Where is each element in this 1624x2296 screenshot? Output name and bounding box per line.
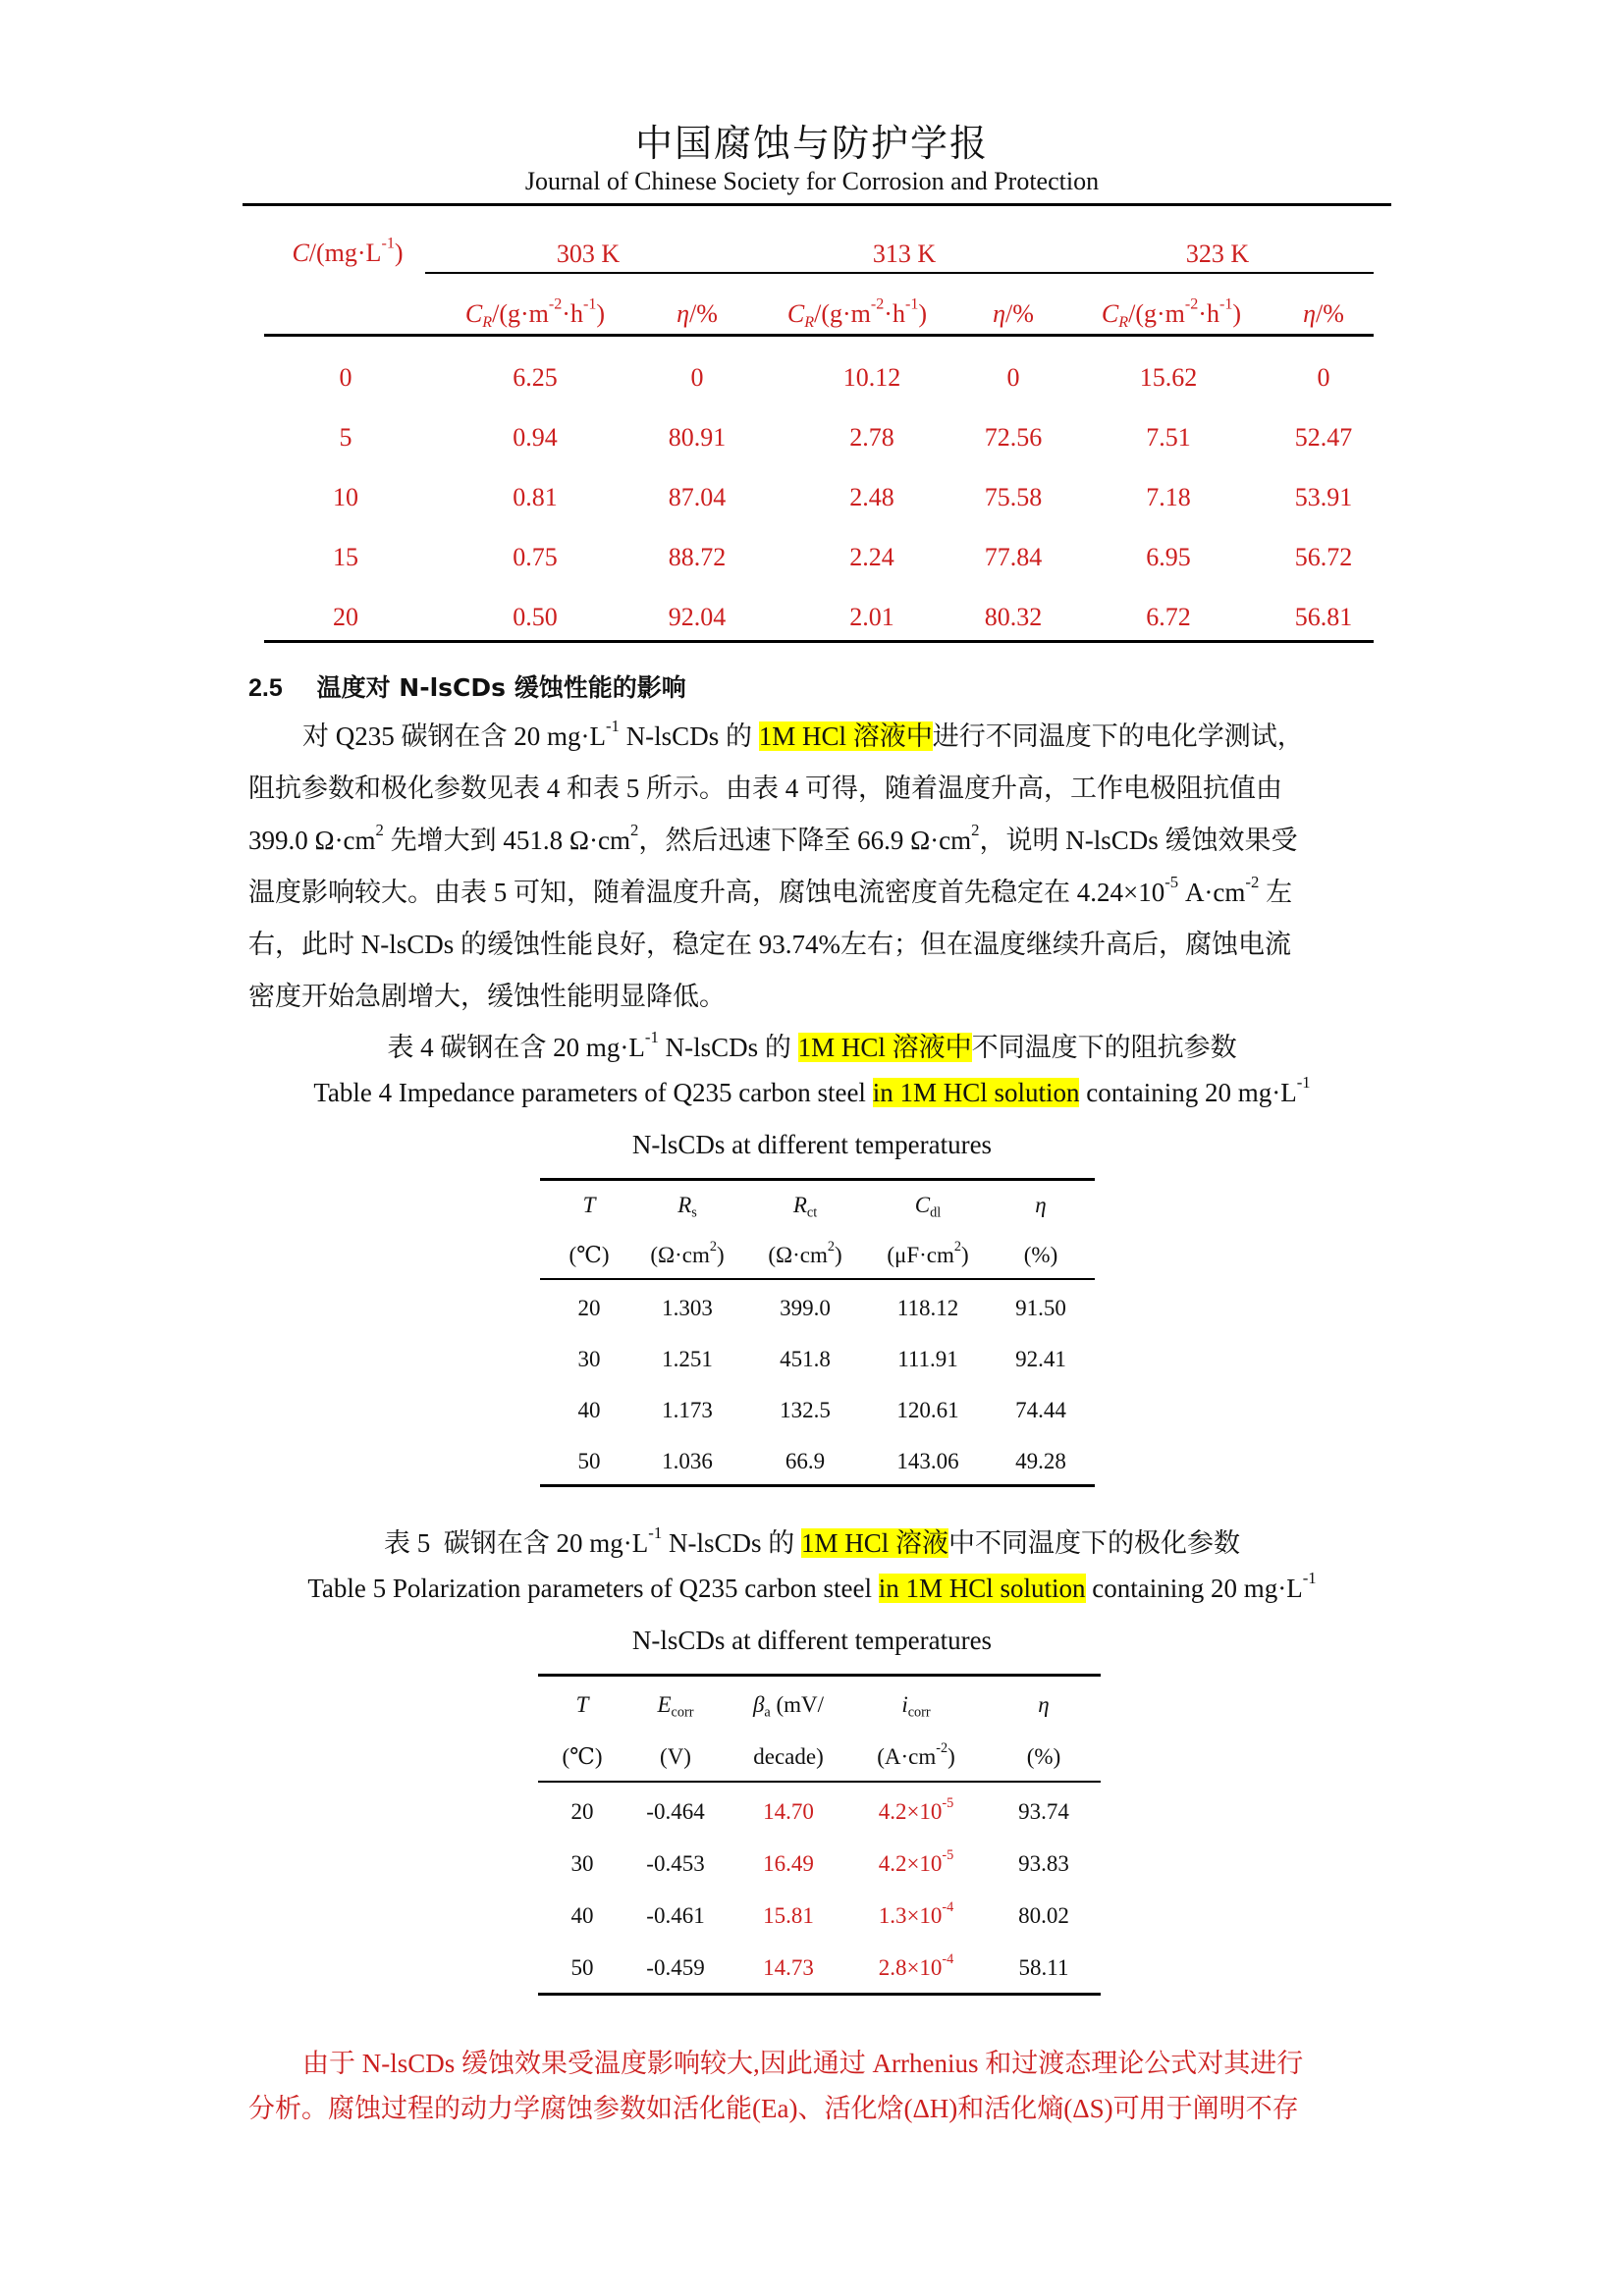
t4-top-rule xyxy=(540,1178,1095,1181)
t3-r3-c4: 77.84 xyxy=(984,543,1043,571)
t5-r3-c2: 14.73 xyxy=(763,1955,814,1980)
t5-r1-c3: $4.2\times 10^{-5}$ xyxy=(878,1846,954,1876)
closing-line-1: 由于 N-lsCDs 缓蚀效果受温度影响较大,因此通过 Arrhenius 和过渡态理论公式对其进行 xyxy=(302,2049,1304,2078)
t5-mid-rule xyxy=(538,1781,1101,1783)
t5-u-icorr: $(A\cdot cm^{-2})$ xyxy=(877,1739,955,1769)
eta-header-323: η/% xyxy=(1303,299,1344,328)
t4-u-T: (℃) xyxy=(568,1243,610,1267)
t3-r0-c2: 0 xyxy=(690,363,704,392)
t3-r1-c4: 72.56 xyxy=(984,423,1043,452)
t4-r0-c1: 1.303 xyxy=(662,1296,713,1320)
t3-r2-c3: 2.48 xyxy=(849,483,894,511)
eta-header-303: η/% xyxy=(677,299,718,328)
para-line-5: 右，此时 N-lsCDs 的缓蚀性能良好，稳定在 93.74%左右；但在温度继续升高后，腐蚀电流 xyxy=(248,930,1292,959)
t4-u-Rct: $(\Omega\cdot cm^2)$ xyxy=(768,1238,842,1267)
temp-header-313: 313 K xyxy=(872,240,937,268)
t4-h-eta: η xyxy=(1035,1193,1047,1217)
t4-r1-c1: 1.251 xyxy=(662,1347,713,1371)
t4-h-Rct: $R_{ct}$ xyxy=(792,1193,818,1221)
t3-r0-c0: 0 xyxy=(339,363,352,392)
t5-r0-c4: 93.74 xyxy=(1018,1799,1069,1824)
t4-mid-rule xyxy=(540,1278,1095,1280)
para-line-3: 399.0 $\Omega\cdot cm^2$ 先增大到 451.8 $\Omega\cdot cm^2$，然后迅速下降至 66.9 $\Omega\cdot cm^2$，说明 N-lsCDs 缓蚀效果受 xyxy=(248,820,1298,855)
t3-r2-c6: 53.91 xyxy=(1294,483,1353,511)
t4-u-Cdl: $(\mu F\cdot cm^2)$ xyxy=(887,1238,969,1267)
t4-u-eta: (%) xyxy=(1023,1243,1058,1267)
t4-r2-c2: 132.5 xyxy=(780,1398,831,1422)
para-line-2: 阻抗参数和极化参数见表 4 和表 5 所示。由表 4 可得，随着温度升高，工作电极阻抗值由 xyxy=(248,774,1282,803)
t3-r3-c1: 0.75 xyxy=(513,543,558,571)
column-header-rule xyxy=(264,334,1374,337)
t4-bottom-rule xyxy=(540,1484,1095,1487)
t5-r3-c0: 50 xyxy=(570,1955,594,1980)
table5-caption-cn: 表 5 碳钢在含 20 $mg\cdot L^{-1}$ N-lsCDs 的 1M HCl 溶液中不同温度下的极化参数 xyxy=(384,1522,1240,1558)
t3-r1-c1: 0.94 xyxy=(513,423,558,452)
table4-caption-en-2: N-lsCDs at different temperatures xyxy=(631,1130,993,1159)
t5-r3-c4: 58.11 xyxy=(1018,1955,1069,1980)
t3-r0-c3: 10.12 xyxy=(842,363,901,392)
cr-header-303: $C_R/(g\cdot m^{-2}\cdot h^{-1})$ xyxy=(464,295,606,331)
t5-h-Ecorr: $E_{corr}$ xyxy=(657,1692,694,1721)
journal-title-cn: 中国腐蚀与防护学报 xyxy=(634,124,989,165)
t5-h-icorr: $i_{corr}$ xyxy=(901,1692,931,1721)
table4-caption-cn: 表 4 碳钢在含 20 $mg\cdot L^{-1}$ N-lsCDs 的 1M HCl 溶液中不同温度下的阻抗参数 xyxy=(387,1027,1237,1062)
t4-r0-c3: 118.12 xyxy=(896,1296,959,1320)
t5-r0-c1: -0.464 xyxy=(646,1799,705,1824)
t3-r0-c6: 0 xyxy=(1317,363,1330,392)
t3-r4-c0: 20 xyxy=(333,603,358,631)
journal-title-en: Journal of Chinese Society for Corrosion and Protection xyxy=(524,167,1100,195)
t3-r0-c1: 6.25 xyxy=(513,363,558,392)
t5-r0-c3: $4.2\times 10^{-5}$ xyxy=(878,1794,954,1824)
t4-r0-c2: 399.0 xyxy=(780,1296,831,1320)
temp-header-underline xyxy=(425,272,1374,274)
t3-r1-c2: 80.91 xyxy=(668,423,727,452)
t4-r3-c2: 66.9 xyxy=(785,1449,826,1473)
t3-r3-c2: 88.72 xyxy=(668,543,727,571)
t3-r4-c6: 56.81 xyxy=(1294,603,1353,631)
t4-h-Cdl: $C_{dl}$ xyxy=(914,1193,942,1221)
t5-r3-c3: $2.8\times 10^{-4}$ xyxy=(878,1950,954,1980)
temp-header-303: 303 K xyxy=(556,240,621,268)
t5-r1-c0: 30 xyxy=(570,1851,594,1876)
t3-r2-c2: 87.04 xyxy=(668,483,727,511)
t4-r1-c2: 451.8 xyxy=(780,1347,831,1371)
t4-r3-c4: 49.28 xyxy=(1015,1449,1066,1473)
para-line-1: 对 Q235 碳钢在含 20 $mg\cdot L^{-1}$ N-lsCDs 的 1M HCl 溶液中进行不同温度下的电化学测试， xyxy=(302,716,1304,751)
temp-header-323: 323 K xyxy=(1185,240,1250,268)
t3-r4-c4: 80.32 xyxy=(984,603,1043,631)
cr-header-323: $C_R/(g\cdot m^{-2}\cdot h^{-1})$ xyxy=(1101,295,1242,331)
t5-r2-c4: 80.02 xyxy=(1018,1903,1069,1928)
t3-r4-c5: 6.72 xyxy=(1146,603,1191,631)
t5-r1-c4: 93.83 xyxy=(1018,1851,1069,1876)
section-number: 2.5 xyxy=(248,674,283,702)
impedance-table xyxy=(540,1173,1095,1497)
t5-u-T: (℃) xyxy=(562,1744,603,1769)
table4-caption-en: Table 4 Impedance parameters of Q235 carbon steel in 1M HCl solution containing 20 $mg\cdot L^{-1}$ xyxy=(313,1072,1311,1107)
table-bottom-rule xyxy=(264,640,1374,643)
t3-r0-c4: 0 xyxy=(1006,363,1020,392)
t3-r4-c3: 2.01 xyxy=(849,603,894,631)
t4-r1-c3: 111.91 xyxy=(897,1347,958,1371)
t4-r2-c3: 120.61 xyxy=(896,1398,959,1422)
t4-r1-c4: 92.41 xyxy=(1015,1347,1066,1371)
t5-h-beta: $\beta_a$ (mV/ xyxy=(752,1692,825,1721)
section-heading xyxy=(248,668,686,704)
t5-r2-c1: -0.461 xyxy=(646,1903,705,1928)
cr-header-313: $C_R/(g\cdot m^{-2}\cdot h^{-1})$ xyxy=(786,295,928,331)
t5-r3-c1: -0.459 xyxy=(646,1955,705,1980)
para-line-4: 温度影响较大。由表 5 可知，随着温度升高，腐蚀电流密度首先稳定在 $4.24\times 10^{-5}$ $A\cdot cm^{-2}$ 左 xyxy=(248,872,1293,907)
t3-r2-c1: 0.81 xyxy=(513,483,558,511)
t5-h-T: T xyxy=(575,1692,589,1717)
conc-header: $C/(mg\cdot L^{-1})$ xyxy=(292,235,404,267)
t4-h-T: T xyxy=(582,1193,596,1217)
t4-h-Rs: $R_s$ xyxy=(677,1193,697,1221)
table5-caption-en-2: N-lsCDs at different temperatures xyxy=(631,1626,993,1655)
t5-r2-c3: $1.3\times 10^{-4}$ xyxy=(878,1898,954,1928)
t5-u-beta: decade) xyxy=(753,1744,824,1769)
section-title: 温度对 N-lsCDs 缓蚀性能的影响 xyxy=(316,673,686,702)
t5-r0-c2: 14.70 xyxy=(763,1799,814,1824)
t4-r3-c3: 143.06 xyxy=(896,1449,959,1473)
t5-r2-c2: 15.81 xyxy=(763,1903,814,1928)
t3-r2-c0: 10 xyxy=(333,483,358,511)
t3-r4-c1: 0.50 xyxy=(513,603,558,631)
t3-r1-c3: 2.78 xyxy=(849,423,894,452)
t5-bottom-rule xyxy=(538,1993,1101,1996)
t5-r0-c0: 20 xyxy=(570,1799,594,1824)
t4-u-Rs: $(\Omega\cdot cm^2)$ xyxy=(650,1238,725,1267)
t5-top-rule xyxy=(538,1674,1101,1677)
t3-r0-c5: 15.62 xyxy=(1139,363,1198,392)
t4-r3-c0: 50 xyxy=(577,1449,601,1473)
t4-r2-c1: 1.173 xyxy=(662,1398,713,1422)
t4-r3-c1: 1.036 xyxy=(662,1449,713,1473)
t3-r3-c5: 6.95 xyxy=(1146,543,1191,571)
eta-header-313: η/% xyxy=(993,299,1034,328)
t3-r4-c2: 92.04 xyxy=(668,603,727,631)
t4-r2-c4: 74.44 xyxy=(1015,1398,1066,1422)
t5-r1-c2: 16.49 xyxy=(763,1851,814,1876)
t3-r3-c0: 15 xyxy=(333,543,358,571)
t5-u-Ecorr: (V) xyxy=(660,1744,691,1769)
t4-r0-c4: 91.50 xyxy=(1015,1296,1066,1320)
weight-loss-table xyxy=(0,226,1624,648)
header-rule xyxy=(243,203,1391,206)
t5-r2-c0: 40 xyxy=(570,1903,594,1928)
t4-r0-c0: 20 xyxy=(577,1296,601,1320)
t3-r2-c5: 7.18 xyxy=(1146,483,1191,511)
t3-r2-c4: 75.58 xyxy=(984,483,1043,511)
para-line-6: 密度开始急剧增大，缓蚀性能明显降低。 xyxy=(248,982,726,1011)
t3-r3-c6: 56.72 xyxy=(1294,543,1353,571)
t4-r1-c0: 30 xyxy=(577,1347,601,1371)
t3-r1-c5: 7.51 xyxy=(1146,423,1191,452)
closing-line-2: 分析。腐蚀过程的动力学腐蚀参数如活化能(Ea)、活化焓(ΔH)和活化熵(ΔS)可用于阐明不存 xyxy=(248,2094,1299,2123)
t5-h-eta: η xyxy=(1038,1692,1050,1717)
t3-r1-c6: 52.47 xyxy=(1294,423,1353,452)
t3-r1-c0: 5 xyxy=(339,423,352,452)
polarization-table xyxy=(538,1669,1101,2002)
t3-r3-c3: 2.24 xyxy=(849,543,894,571)
t4-r2-c0: 40 xyxy=(577,1398,601,1422)
t5-u-eta: (%) xyxy=(1026,1744,1061,1769)
t5-r1-c1: -0.453 xyxy=(646,1851,705,1876)
table5-caption-en: Table 5 Polarization parameters of Q235 carbon steel in 1M HCl solution containing 20 $mg\cdot L^{-1}$ xyxy=(307,1568,1317,1603)
